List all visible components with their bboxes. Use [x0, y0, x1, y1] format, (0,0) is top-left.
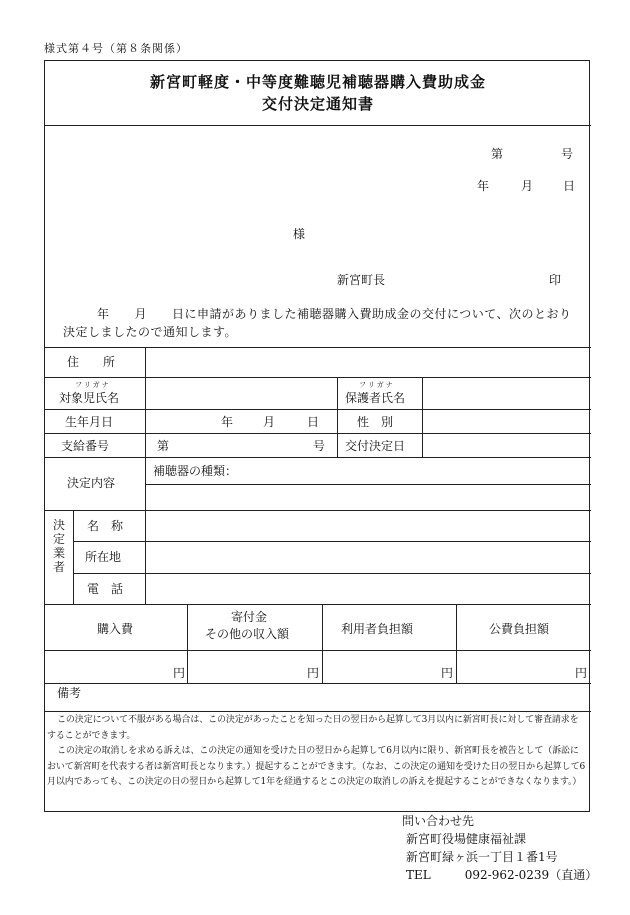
yen-unit: 円	[441, 666, 454, 680]
contact-tel-number: 092-962-0239（直通）	[464, 868, 598, 882]
birth-date-label: 生年月日	[65, 415, 114, 429]
child-name-label: 対象児氏名	[59, 391, 120, 405]
payment-number-prefix: 第	[157, 439, 170, 453]
col-line	[145, 347, 146, 510]
child-furigana-label: フリガナ	[75, 381, 111, 389]
decision-content-label: 決定内容	[67, 476, 116, 490]
honorific: 様	[293, 227, 306, 241]
vendor-group-label: 決定業者	[52, 518, 65, 574]
col-line	[73, 510, 74, 604]
yen-unit: 円	[575, 666, 588, 680]
table-top	[45, 347, 591, 348]
row-line	[45, 683, 591, 684]
address-label: 住 所	[67, 355, 116, 369]
contact-office: 新宮町役場健康福祉課	[406, 832, 527, 846]
row-line	[145, 484, 591, 485]
issuer: 新宮町長	[337, 273, 386, 287]
vendor-address-label: 所在地	[85, 550, 122, 564]
col-line	[187, 604, 188, 683]
birth-month: 月	[263, 415, 276, 429]
decision-date-label: 交付決定日	[345, 439, 406, 453]
contact-tel-label: TEL	[406, 868, 431, 882]
row-line	[45, 377, 591, 378]
purchase-cost-label: 購入費	[97, 622, 134, 636]
payment-number-label: 支給番号	[61, 439, 110, 453]
guardian-name-label: 保護者氏名	[345, 391, 406, 405]
row-line	[45, 711, 591, 712]
guardian-furigana-label: フリガナ	[359, 381, 395, 389]
form-title-line2: 交付決定通知書	[261, 95, 374, 113]
col-line	[456, 604, 457, 683]
public-burden-label: 公費負担額	[489, 622, 550, 636]
number-prefix: 第	[491, 147, 504, 161]
vendor-phone-label: 電 話	[87, 582, 124, 596]
donation-label-line2: その他の収入額	[205, 627, 290, 641]
form-title-line1: 新宮町軽度・中等度難聴児補聴器購入費助成金	[149, 73, 486, 91]
date-month: 月	[521, 179, 534, 193]
date-day: 日	[563, 179, 576, 193]
row-line	[73, 573, 591, 574]
row-line	[73, 541, 591, 542]
appeal-notice-paragraph: この決定について不服がある場合は、この決定があったことを知った日の翌日から起算して3月以内に新宮町長に対して審査請求をすることができます。	[47, 715, 579, 741]
divider	[45, 125, 591, 126]
remarks-label: 備考	[57, 686, 82, 700]
col-line	[145, 510, 146, 604]
vendor-name-label: 名 称	[87, 519, 124, 533]
birth-day: 日	[307, 415, 320, 429]
row-line	[45, 433, 591, 434]
request-text: 年 月 日に申請がありました補聴器購入費助成金の交付について、次のとおり決定しましたので通知します。	[63, 307, 572, 339]
form-id: 様式第４号（第８条関係）	[44, 42, 188, 55]
row-line	[45, 650, 591, 651]
contact-tel	[402, 866, 597, 884]
appeal-notice-paragraph: この決定の取消しを求める訴えは、この決定の通知を受けた日の翌日から起算して6月以内に限り、新宮町長を被告として（訴訟において新宮町を代表する者は新宮町長となります。）提起することができます。（なお、この決定の通知を受けた日の翌日から起算して6月以内であっても、この決定の日の翌日から起算して1年を経過するとこの決定の取消しの訴えを提起することができなくなります。）	[47, 746, 586, 787]
hearing-aid-type-label: 補聴器の種類：	[153, 464, 238, 478]
yen-unit: 円	[173, 666, 186, 680]
row-line	[45, 604, 591, 605]
row-line	[45, 510, 591, 511]
user-burden-label: 利用者負担額	[341, 622, 414, 636]
col-line	[322, 604, 323, 683]
gender-label: 性 別	[357, 415, 394, 429]
date-year: 年	[477, 179, 490, 193]
contact-heading: 問い合わせ先	[402, 814, 475, 828]
contact-info	[402, 812, 597, 884]
donation-label-line1: 寄付金	[231, 610, 268, 624]
col-line	[422, 377, 423, 457]
col-line	[337, 377, 338, 457]
contact-address: 新宮町緑ヶ浜一丁目１番1号	[406, 850, 558, 864]
notice-form	[44, 60, 590, 812]
yen-unit: 円	[307, 666, 320, 680]
row-line	[45, 409, 591, 410]
appeal-notice	[47, 713, 587, 791]
payment-number-suffix: 号	[313, 439, 326, 453]
birth-year: 年	[221, 415, 234, 429]
row-line	[45, 457, 591, 458]
number-suffix: 号	[561, 147, 574, 161]
seal-mark: 印	[549, 273, 562, 287]
